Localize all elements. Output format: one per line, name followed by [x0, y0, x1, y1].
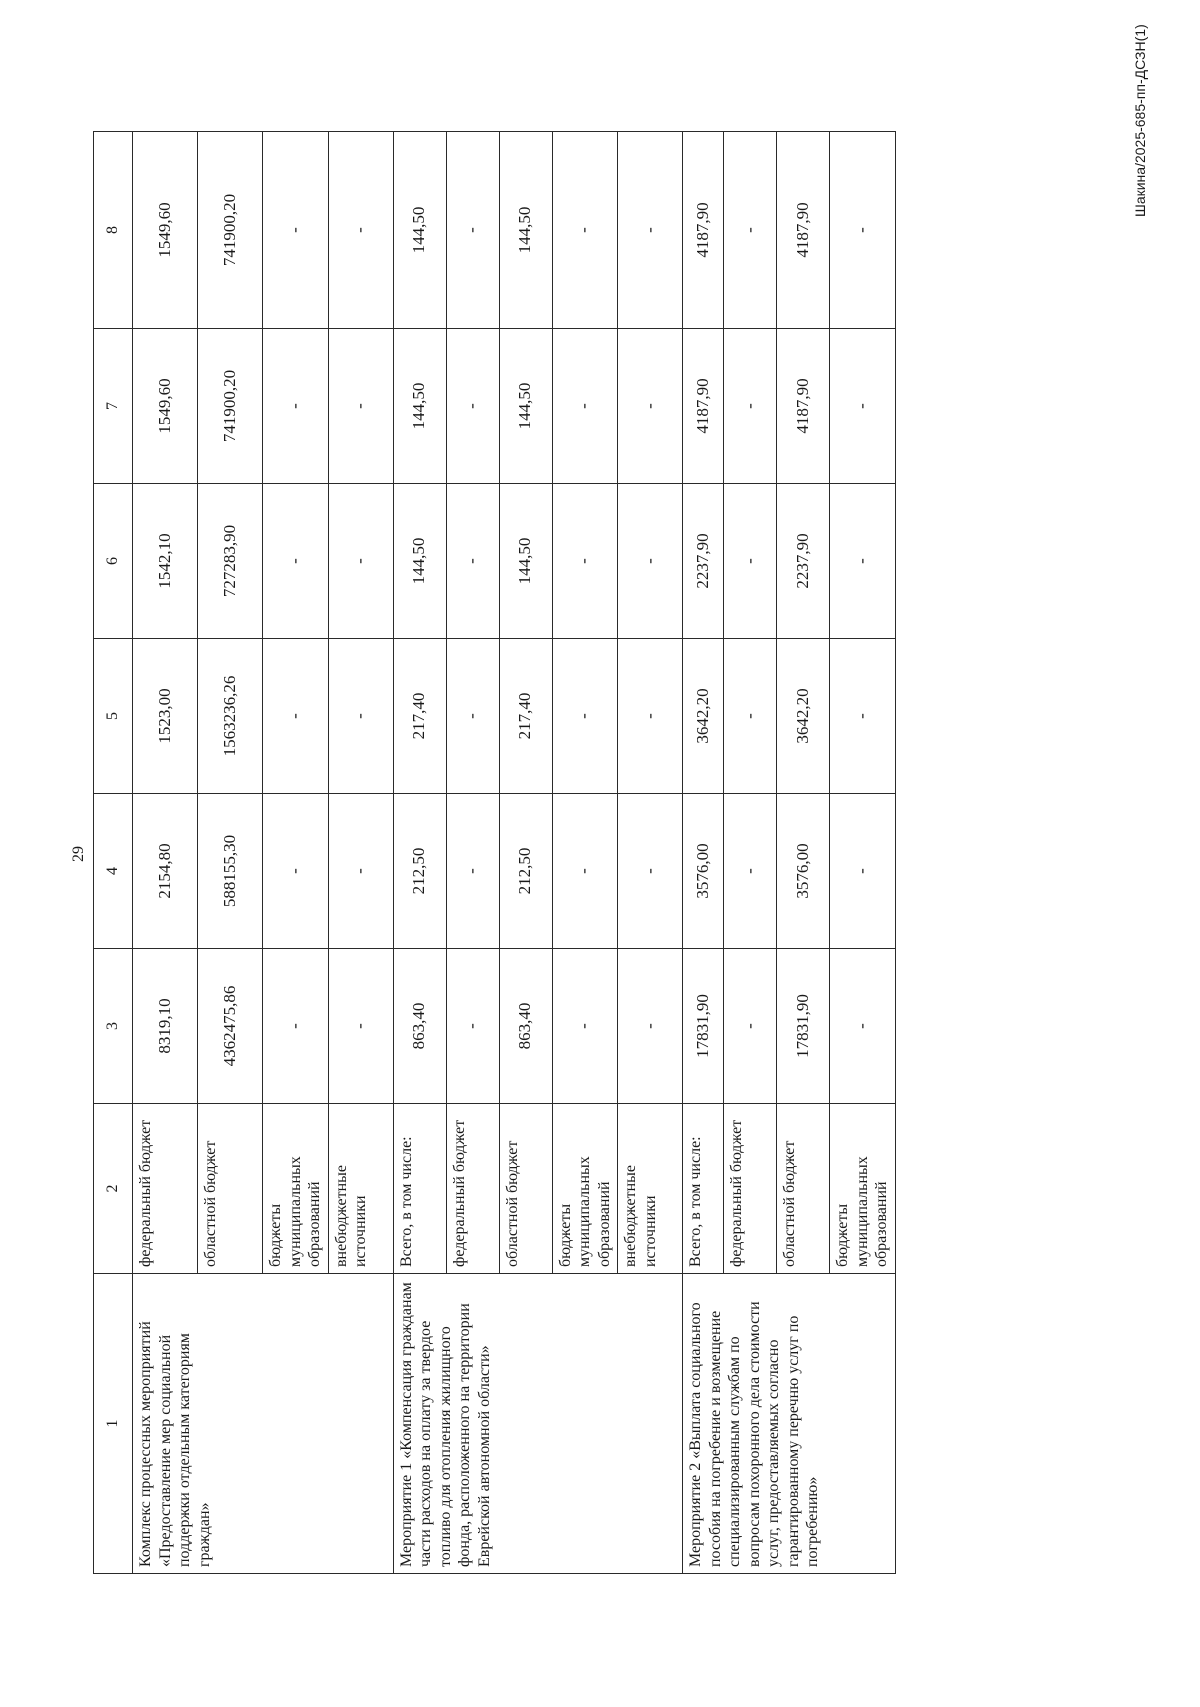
program-name-cell: Мероприятие 2 «Выплата социального пособия на погребение и возмещение специализированным службам по вопросам похоронного дела стоимости услуг, предоставляемых согласно гарантированному перечню услуг по погребению» [683, 1274, 896, 1574]
header-cell: 7 [94, 329, 133, 484]
amount-cell: - [724, 132, 777, 329]
amount-cell: - [552, 794, 618, 949]
amount-cell: 588155,30 [198, 794, 263, 949]
amount-cell: - [328, 949, 393, 1104]
amount-cell: 217,40 [393, 639, 446, 794]
amount-cell: - [552, 329, 618, 484]
table-row [133, 132, 198, 1574]
amount-cell: - [618, 132, 683, 329]
amount-cell: - [552, 639, 618, 794]
amount-cell: 2154,80 [133, 794, 198, 949]
amount-cell: - [830, 484, 896, 639]
amount-cell: - [446, 329, 499, 484]
amount-cell: 144,50 [393, 132, 446, 329]
amount-cell: - [263, 639, 329, 794]
funding-source-cell: бюджеты муниципальных образований [263, 1104, 329, 1274]
amount-cell: 1549,60 [133, 329, 198, 484]
amount-cell: 217,40 [499, 639, 552, 794]
amount-cell: 1542,10 [133, 484, 198, 639]
header-cell: 1 [94, 1274, 133, 1574]
header-cell: 8 [94, 132, 133, 329]
amount-cell: - [618, 949, 683, 1104]
amount-cell: - [830, 132, 896, 329]
header-row [94, 132, 133, 1574]
funding-source-cell: федеральный бюджет [446, 1104, 499, 1274]
budget-table [93, 131, 896, 1574]
funding-source-cell: внебюджетные источники [328, 1104, 393, 1274]
page-number: 29 [70, 846, 87, 862]
amount-cell: 144,50 [499, 484, 552, 639]
amount-cell: - [328, 132, 393, 329]
amount-cell: 741900,20 [198, 329, 263, 484]
header-cell: 5 [94, 639, 133, 794]
amount-cell: - [328, 794, 393, 949]
funding-source-cell: внебюджетные источники [618, 1104, 683, 1274]
funding-source-cell: областной бюджет [499, 1104, 552, 1274]
amount-cell: 1549,60 [133, 132, 198, 329]
amount-cell: 2237,90 [683, 484, 724, 639]
amount-cell: - [328, 639, 393, 794]
amount-cell: - [830, 794, 896, 949]
amount-cell: - [446, 794, 499, 949]
funding-source-cell: областной бюджет [198, 1104, 263, 1274]
header-cell: 4 [94, 794, 133, 949]
amount-cell: 4362475,86 [198, 949, 263, 1104]
amount-cell: - [552, 484, 618, 639]
amount-cell: 4187,90 [777, 132, 830, 329]
amount-cell: 1563236,26 [198, 639, 263, 794]
program-name-cell: Мероприятие 1 «Компенсация гражданам части расходов на оплату за твердое топливо для отопления жилищного фонда, расположенного на территории Еврейской автономной области» [393, 1274, 683, 1574]
amount-cell: - [724, 949, 777, 1104]
amount-cell: - [618, 794, 683, 949]
amount-cell: - [263, 132, 329, 329]
amount-cell: - [724, 329, 777, 484]
amount-cell: 212,50 [393, 794, 446, 949]
amount-cell: - [328, 484, 393, 639]
funding-source-cell: Всего, в том числе: [393, 1104, 446, 1274]
amount-cell: - [263, 794, 329, 949]
funding-source-cell: федеральный бюджет [133, 1104, 198, 1274]
amount-cell: 144,50 [393, 484, 446, 639]
amount-cell: - [618, 484, 683, 639]
amount-cell: 17831,90 [777, 949, 830, 1104]
amount-cell: 4187,90 [683, 132, 724, 329]
amount-cell: 3642,20 [777, 639, 830, 794]
amount-cell: 17831,90 [683, 949, 724, 1104]
amount-cell: - [552, 132, 618, 329]
amount-cell: - [446, 484, 499, 639]
amount-cell: 3576,00 [777, 794, 830, 949]
funding-source-cell: бюджеты муниципальных образований [552, 1104, 618, 1274]
amount-cell: - [830, 639, 896, 794]
amount-cell: 863,40 [499, 949, 552, 1104]
table-row [393, 132, 446, 1574]
amount-cell: 3642,20 [683, 639, 724, 794]
program-name-cell: Комплекс процессных мероприятий «Предоставление мер социальной поддержки отдельным категориям граждан» [133, 1274, 394, 1574]
amount-cell: - [263, 329, 329, 484]
header-cell: 6 [94, 484, 133, 639]
amount-cell: - [724, 794, 777, 949]
amount-cell: - [263, 949, 329, 1104]
amount-cell: - [830, 329, 896, 484]
table-body [94, 132, 896, 1574]
funding-source-cell: федеральный бюджет [724, 1104, 777, 1274]
amount-cell: - [552, 949, 618, 1104]
amount-cell: - [446, 949, 499, 1104]
amount-cell: 4187,90 [683, 329, 724, 484]
amount-cell: 4187,90 [777, 329, 830, 484]
amount-cell: 863,40 [393, 949, 446, 1104]
amount-cell: - [724, 484, 777, 639]
table-row [683, 132, 724, 1574]
amount-cell: - [446, 132, 499, 329]
amount-cell: 2237,90 [777, 484, 830, 639]
amount-cell: - [830, 949, 896, 1104]
amount-cell: - [724, 639, 777, 794]
amount-cell: - [618, 329, 683, 484]
funding-source-cell: Всего, в том числе: [683, 1104, 724, 1274]
amount-cell: 3576,00 [683, 794, 724, 949]
funding-source-cell: бюджеты муниципальных образований [830, 1104, 896, 1274]
amount-cell: - [328, 329, 393, 484]
amount-cell: - [618, 639, 683, 794]
amount-cell: 144,50 [499, 132, 552, 329]
amount-cell: 212,50 [499, 794, 552, 949]
amount-cell: 741900,20 [198, 132, 263, 329]
amount-cell: 8319,10 [133, 949, 198, 1104]
header-cell: 2 [94, 1104, 133, 1274]
funding-source-cell: областной бюджет [777, 1104, 830, 1274]
amount-cell: 144,50 [499, 329, 552, 484]
amount-cell: 144,50 [393, 329, 446, 484]
document-footer: Шакина/2025-685-пп-ДСЗН(1) [1132, 24, 1148, 217]
amount-cell: - [446, 639, 499, 794]
amount-cell: - [263, 484, 329, 639]
amount-cell: 1523,00 [133, 639, 198, 794]
amount-cell: 727283,90 [198, 484, 263, 639]
header-cell: 3 [94, 949, 133, 1104]
